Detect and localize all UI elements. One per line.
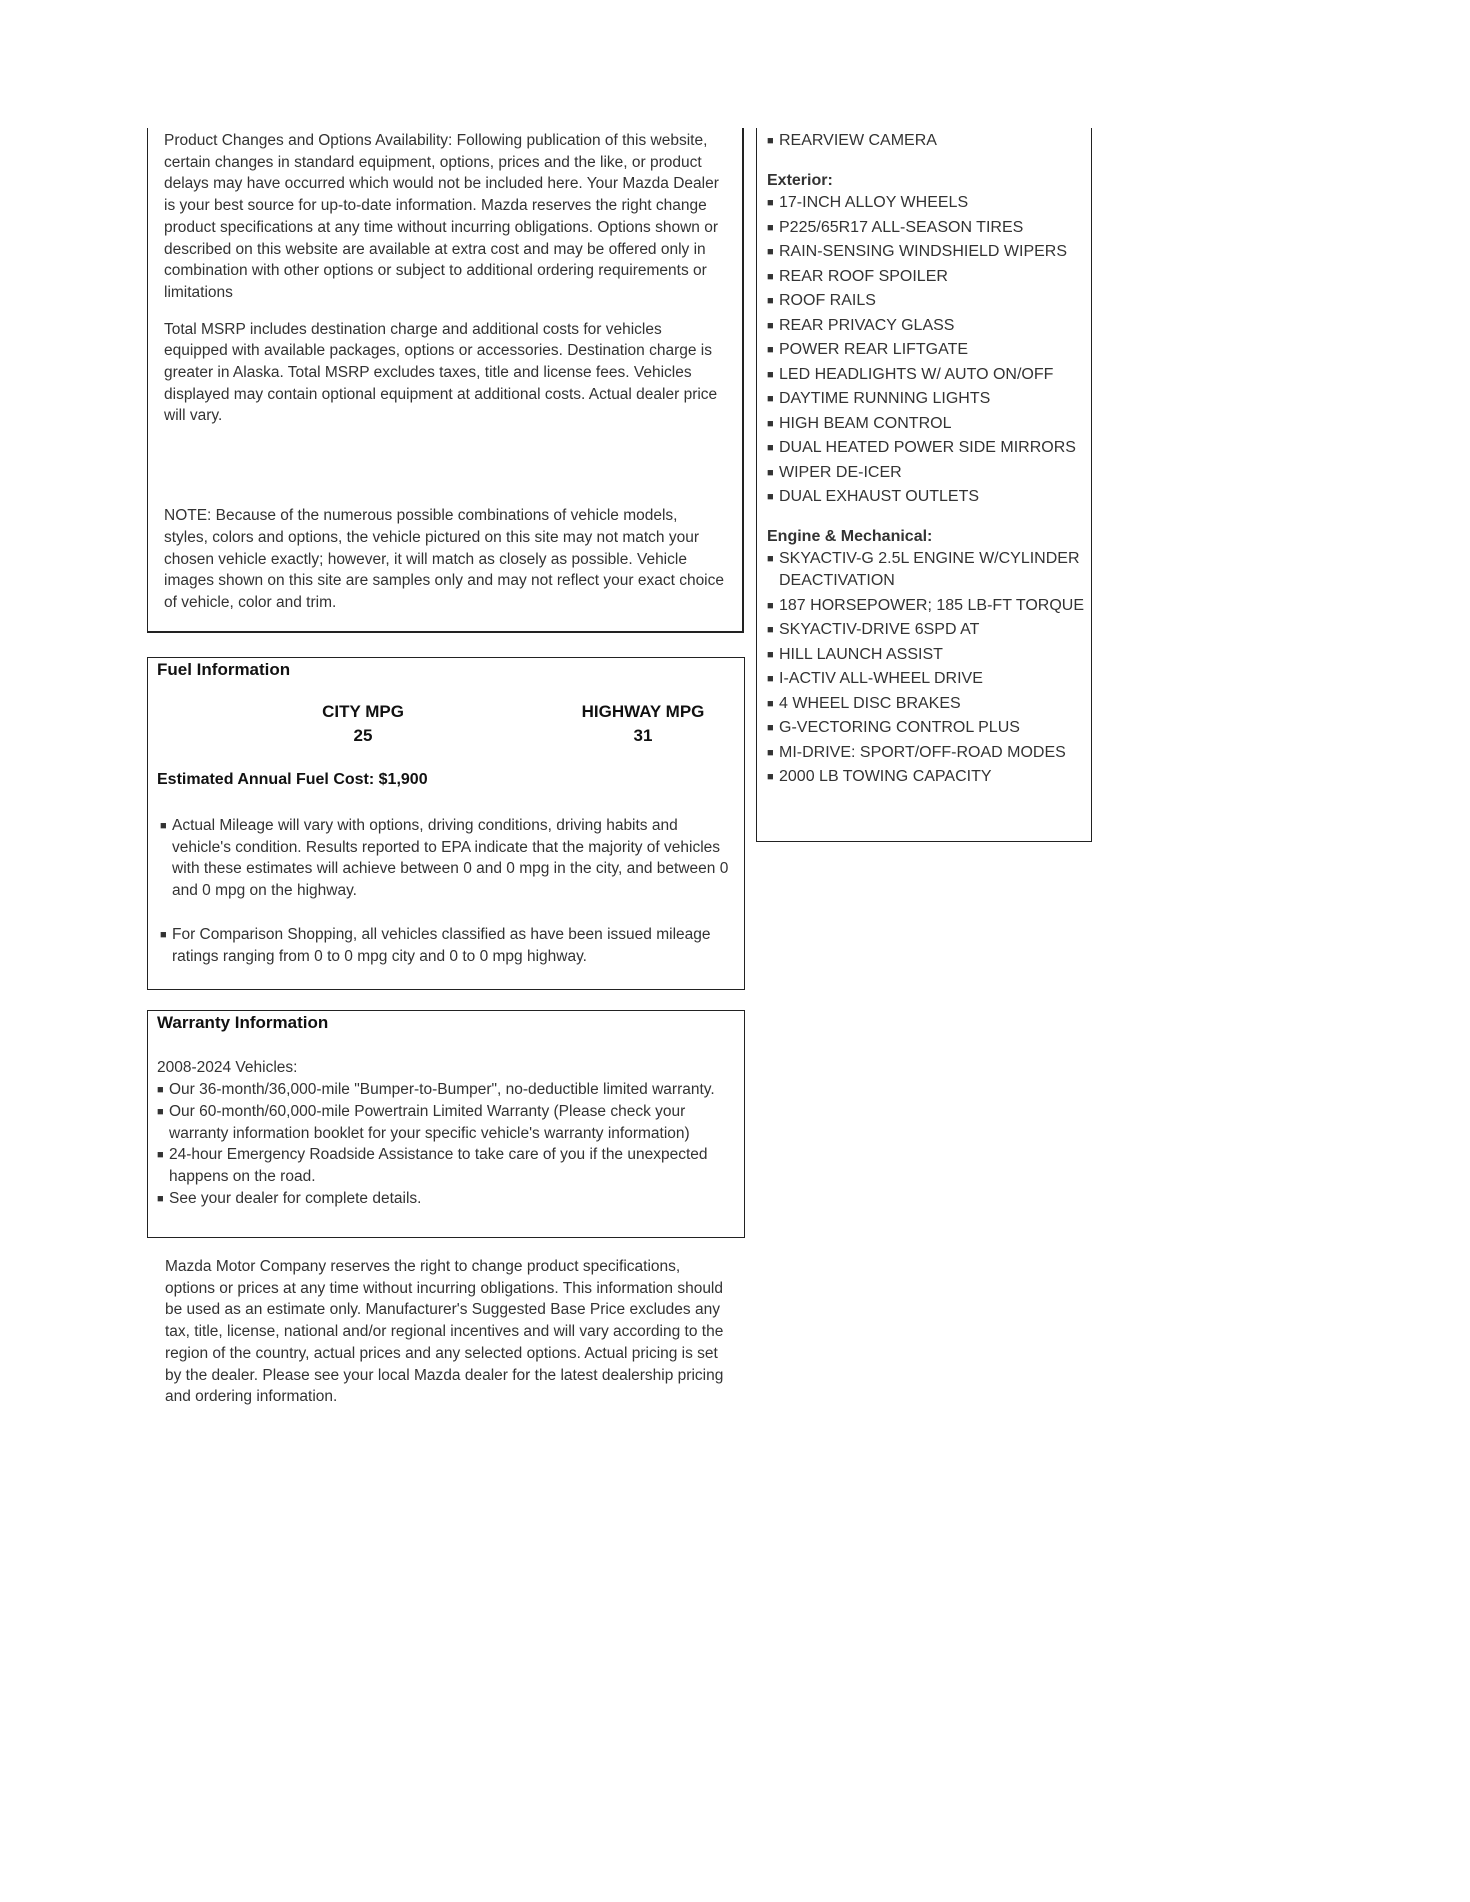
exterior-heading: Exterior: — [767, 172, 833, 189]
list-item: ■ P225/65R17 ALL-SEASON TIRES — [767, 217, 1087, 239]
list-item: ■ SKYACTIV-G 2.5L ENGINE W/CYLINDER DEACTIVATION — [767, 548, 1087, 592]
list-item: ■ SKYACTIV-DRIVE 6SPD AT — [767, 619, 1087, 641]
bullet-icon: ■ — [767, 746, 774, 759]
equipment-box — [756, 128, 1092, 842]
bullet-icon: ■ — [767, 624, 774, 636]
warranty-bullets — [157, 1079, 737, 1210]
disclaimer-paragraph: Mazda Motor Company reserves the right to change product specifications, options or prices at any time without incurring obligations. This information should be used as an estimate only. Manufacturer's Suggested Base Price excludes any tax, title, license, national and/or regional incentives and will vary according to the region of the country, actual prices and any selected options. Actual pricing is set by the dealer. Please see your local Mazda dealer for the latest dealership pricing and ordering information. — [165, 1258, 724, 1406]
bullet-icon: ■ — [157, 1106, 164, 1118]
list-item: ■ 187 HORSEPOWER; 185 LB-FT TORQUE — [767, 595, 1087, 617]
city-mpg-value: 25 — [353, 726, 373, 745]
equipment-list — [767, 130, 1087, 791]
list-item: ■ LED HEADLIGHTS W/ AUTO ON/OFF — [767, 364, 1087, 386]
warranty-information-box — [147, 1010, 745, 1238]
bullet-icon: ■ — [157, 1192, 164, 1205]
product-changes-content — [164, 130, 724, 614]
list-item: ■ 2000 LB TOWING CAPACITY — [767, 766, 1087, 788]
list-item: ■ HILL LAUNCH ASSIST — [767, 644, 1087, 666]
bullet-icon: ■ — [767, 295, 774, 307]
product-changes-paragraph: Product Changes and Options Availability: Following publication of this website, certain changes in standard equipment, options, prices and the like, or product delays may have occurred which would not be included here. Your Mazda Dealer is your best source for up-to-date information. Mazda reserves the right change product specifications at any time without incurring obligations. Options shown or described on this website are available at extra cost and may be offered only in combination with other options or subject to additional ordering requirements or limitations — [164, 132, 719, 301]
warranty-subtitle: 2008-2024 Vehicles: — [157, 1059, 298, 1076]
product-changes-box — [147, 128, 744, 633]
highway-mpg — [553, 700, 733, 748]
fuel-information-box — [147, 657, 745, 990]
list-item: ■ DUAL HEATED POWER SIDE MIRRORS — [767, 437, 1087, 459]
list-item: ■ 24-hour Emergency Roadside Assistance to take care of you if the unexpected happens on the road. — [157, 1144, 737, 1187]
bullet-icon: ■ — [767, 722, 774, 734]
bullet-icon: ■ — [767, 417, 774, 430]
bullet-icon: ■ — [767, 648, 774, 661]
list-item: ■ WIPER DE-ICER — [767, 462, 1087, 484]
list-item: ■ 4 WHEEL DISC BRAKES — [767, 693, 1087, 715]
list-item: ■ ROOF RAILS — [767, 290, 1087, 312]
list-item: ■ REAR ROOF SPOILER — [767, 266, 1087, 288]
annual-fuel-cost: Estimated Annual Fuel Cost: $1,900 — [157, 771, 428, 788]
bullet-icon: ■ — [157, 1149, 164, 1162]
list-item: ■ POWER REAR LIFTGATE — [767, 339, 1087, 361]
bullet-icon: ■ — [767, 442, 774, 454]
bullet-icon: ■ — [767, 673, 774, 685]
bullet-icon: ■ — [767, 553, 774, 565]
list-item: ■ For Comparison Shopping, all vehicles classified as have been issued mileage ratings ranging from 0 to 0 mpg city and 0 to 0 mpg highway. — [160, 924, 736, 967]
bullet-icon: ■ — [767, 393, 774, 405]
bullet-icon: ■ — [767, 771, 774, 783]
bullet-icon: ■ — [160, 820, 167, 832]
bullet-icon: ■ — [767, 270, 774, 283]
city-mpg-label: CITY MPG — [322, 702, 404, 721]
bullet-icon: ■ — [767, 491, 774, 503]
list-item: ■ Actual Mileage will vary with options, driving conditions, driving habits and vehicle's condition. Results reported to EPA indicate that the majority of vehicles with these estimates will achieve between 0 and 0 mpg in the city, and between 0 and 0 mpg on the highway. — [160, 815, 736, 902]
bullet-icon: ■ — [767, 599, 774, 612]
list-item: ■ Our 60-month/60,000-mile Powertrain Limited Warranty (Please check your warranty information booklet for your specific vehicle's warranty information) — [157, 1101, 737, 1144]
msrp-paragraph: Total MSRP includes destination charge and additional costs for vehicles equipped with available packages, options or accessories. Destination charge is greater in Alaska. Total MSRP excludes taxes, title and license fees. Vehicles displayed may contain optional equipment at additional costs. Actual dealer price will vary. — [164, 320, 718, 425]
list-item: ■ 17-INCH ALLOY WHEELS — [767, 192, 1087, 214]
fuel-bullets — [160, 815, 736, 967]
city-mpg — [288, 700, 438, 748]
highway-mpg-label: HIGHWAY MPG — [581, 702, 705, 721]
list-item: ■ Our 36-month/36,000-mile "Bumper-to-Bumper", no-deductible limited warranty. — [157, 1079, 737, 1101]
bullet-icon: ■ — [767, 221, 774, 234]
bullet-icon: ■ — [157, 1084, 164, 1096]
warranty-title: Warranty Information — [157, 1013, 329, 1032]
list-item: ■ REARVIEW CAMERA — [767, 130, 1087, 152]
list-item: ■ REAR PRIVACY GLASS — [767, 315, 1087, 337]
list-item: ■ MI-DRIVE: SPORT/OFF-ROAD MODES — [767, 742, 1087, 764]
highway-mpg-value: 31 — [633, 726, 653, 745]
bullet-icon: ■ — [767, 197, 774, 209]
bullet-icon: ■ — [767, 319, 774, 332]
bullet-icon: ■ — [767, 135, 774, 147]
bullet-icon: ■ — [767, 466, 774, 479]
list-item: ■ HIGH BEAM CONTROL — [767, 413, 1087, 435]
bullet-icon: ■ — [767, 344, 774, 356]
list-item: ■ DUAL EXHAUST OUTLETS — [767, 486, 1087, 508]
engine-heading: Engine & Mechanical: — [767, 528, 933, 545]
list-item: ■ DAYTIME RUNNING LIGHTS — [767, 388, 1087, 410]
bullet-icon: ■ — [767, 697, 774, 710]
list-item: ■ RAIN-SENSING WINDSHIELD WIPERS — [767, 241, 1087, 263]
list-item: ■ I-ACTIV ALL-WHEEL DRIVE — [767, 668, 1087, 690]
list-item: ■ G-VECTORING CONTROL PLUS — [767, 717, 1087, 739]
bullet-icon: ■ — [160, 928, 167, 941]
bullet-icon: ■ — [767, 368, 774, 381]
bullet-icon: ■ — [767, 246, 774, 258]
fuel-title: Fuel Information — [157, 660, 291, 679]
note-paragraph: NOTE: Because of the numerous possible combinations of vehicle models, styles, colors and options, the vehicle pictured on this site may not match your chosen vehicle exactly; however, it will match as closely as possible. Vehicle images shown on this site are samples only and may not reflect your exact choice of vehicle, color and trim. — [164, 507, 724, 611]
list-item: ■ See your dealer for complete details. — [157, 1188, 737, 1210]
